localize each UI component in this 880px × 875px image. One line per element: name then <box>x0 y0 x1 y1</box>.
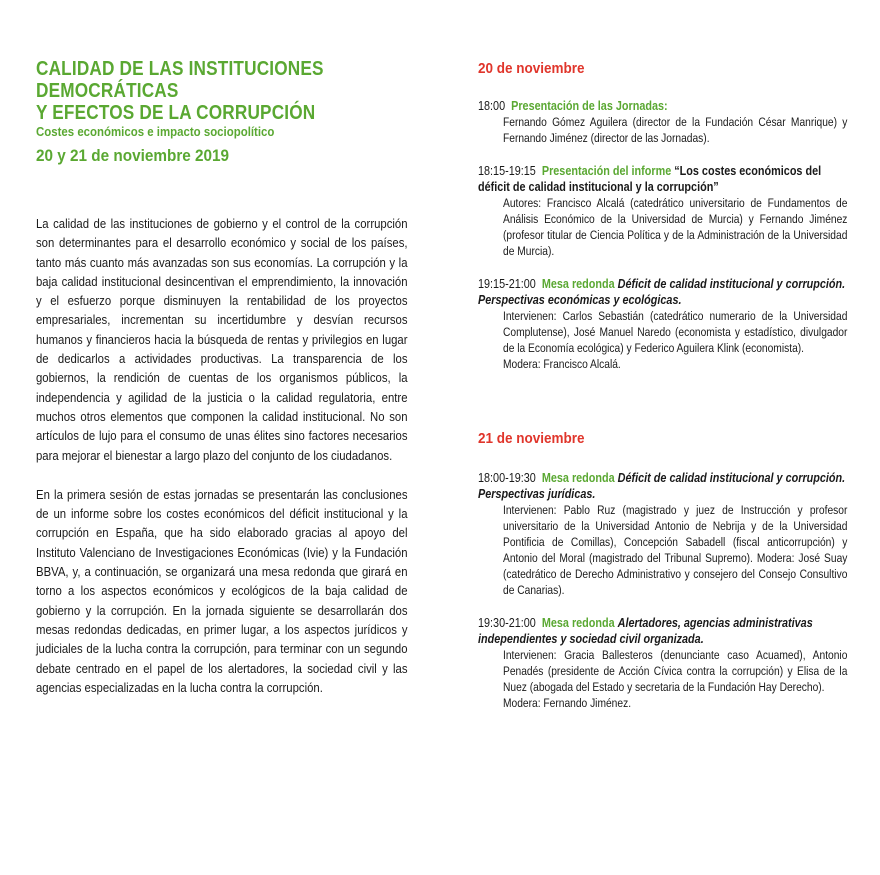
event-description: Autores: Francisco Alcalá (catedrático universitario de Fundamentos de Análisis Económico de la Universidad de Murcia) y Fernando Jiménez (profesor titular de Ciencia Política y de la Administración de la Universidad de Murcia). <box>503 196 848 258</box>
intro-paragraph-2: En la primera sesión de estas jornadas se presentarán las conclusiones de un informe sobre los costes económicos del déficit institucional y la corrupción en España, que ha sido elaborado gracias al apoyo del Instituto Valenciano de Investigaciones Económicas (Ivie) y la Fundación BBVA, y, a continuación, se organizará una mesa redonda que girará en torno a los aspectos económicos y ecológicos de la baja calidad de gobierno y la corrupción. En la jornada siguiente se desarrollarán dos mesas redondas dedicadas, en primer lugar, a los aspectos jurídicos y judiciales de la lucha contra la corrupción, para terminar con un segundo debate centrado en el papel de los alertadores, la sociedad civil y las agencias especializadas en la lucha contra la corrupción. <box>36 486 408 695</box>
title-line-1: CALIDAD DE LAS INSTITUCIONES DEMOCRÁTICAS <box>36 58 324 102</box>
event-moderator: Modera: Fernando Jiménez. <box>503 696 632 710</box>
program-event <box>478 615 846 711</box>
title-line-2: Y EFECTOS DE LA CORRUPCIÓN <box>36 102 316 124</box>
event-description <box>503 647 847 711</box>
event-heading <box>478 98 846 114</box>
intro-paragraph-1: La calidad de las instituciones de gobierno y el control de la corrupción son determinantes para el desarrollo económico y social de los países, tanto más cuanto más avanzadas son sus economías. La corrupción y la baja calidad institucional desincentivan el emprendimiento, la innovación y el esfuerzo porque disminuyen la rentabilidad de los proyectos empresariales, incrementan su incertidumbre y desvían recursos humanos y financieros hacia la búsqueda de rentas y privilegios en lugar de dedicarlos a actividades productivas. La transparencia de los gobiernos, la rendición de cuentas de los organismos públicos, la independencia y agilidad de la justicia o la calidad regulatoria, entre muchos otros elementos que componen la calidad institucional. No son artículos de lujo para el consumo de unas élites sino factores necesarios para mejorar el bienestar a largo plazo del conjunto de los ciudadanos. <box>36 216 408 463</box>
event-title: “Los costes económicos del déficit de calidad institucional y la corrupción” <box>478 164 822 194</box>
event-heading <box>478 276 846 308</box>
event-title: Alertadores, agencias administrativas independientes y sociedad civil organizada. <box>478 616 813 646</box>
event-type: Mesa redonda <box>541 616 615 630</box>
event-time: 18:15-19:15 <box>478 164 536 178</box>
page-title <box>36 58 406 124</box>
day-heading-20: 20 de noviembre <box>478 60 585 77</box>
program-event <box>478 163 846 259</box>
event-time: 18:00-19:30 <box>478 471 536 485</box>
program-event <box>478 470 846 598</box>
day-heading-21: 21 de noviembre <box>478 430 585 447</box>
event-type: Presentación del informe <box>541 164 672 178</box>
program-column <box>478 60 846 711</box>
event-time: 19:15-21:00 <box>478 277 536 291</box>
event-participants: Intervienen: Carlos Sebastián (catedrático numerario de la Universidad Complutense), José Manuel Naredo (economista y estadístico, divulgador de la Economía ecológica) y Federico Aguilera Klink (economista). <box>503 309 848 355</box>
event-description <box>503 308 847 372</box>
event-heading <box>478 163 846 195</box>
event-type: Mesa redonda <box>541 277 615 291</box>
event-heading <box>478 470 846 502</box>
event-time: 19:30-21:00 <box>478 616 536 630</box>
event-participants: Intervienen: Gracia Ballesteros (denunciante caso Acuamed), Antonio Penadés (presidente de Acción Cívica contra la corrupción) y Elisa de la Nuez (abogada del Estado y secretaria de la Fundación Hay Derecho). <box>503 648 848 694</box>
event-time: 18:00 <box>478 99 506 113</box>
event-type: Mesa redonda <box>541 471 615 485</box>
left-column <box>36 58 408 697</box>
event-title: Déficit de calidad institucional y corrupción. Perspectivas económicas y ecológicas. <box>478 277 846 307</box>
program-event <box>478 276 846 372</box>
event-description: Intervienen: Pablo Ruz (magistrado y juez de Instrucción y profesor universitario de la Universidad Antonio de Nebrija y de la Universidad Pontificia de Comillas), Concepción Sabadell (fiscal anticorrupción) y Antonio del Moral (magistrado del Tribunal Supremo). Modera: José Suay (catedrático de Derecho Administrativo y consejero del Consejo Consultivo de Canarias). <box>503 503 848 597</box>
event-type: Presentación de las Jornadas: <box>511 99 668 113</box>
event-moderator: Modera: Francisco Alcalá. <box>503 357 621 371</box>
program-event <box>478 98 846 146</box>
event-dates: 20 y 21 de noviembre 2019 <box>36 146 230 165</box>
event-title: Déficit de calidad institucional y corrupción. Perspectivas jurídicas. <box>478 471 846 501</box>
event-heading <box>478 615 846 647</box>
page-subtitle: Costes económicos e impacto sociopolítico <box>36 124 275 139</box>
event-description: Fernando Gómez Aguilera (director de la Fundación César Manrique) y Fernando Jiménez (director de las Jornadas). <box>503 115 848 145</box>
